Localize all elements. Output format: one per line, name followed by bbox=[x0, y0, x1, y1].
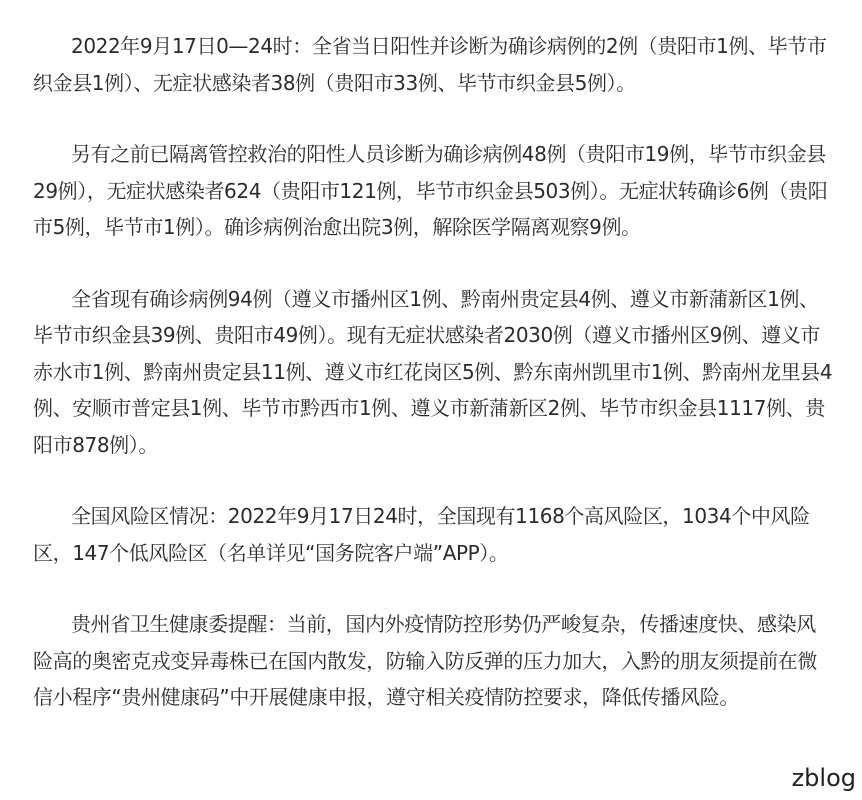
paragraph-health-reminder: 贵州省卫生健康委提醒：当前，国内外疫情防控形势仍严峻复杂，传播速度快、感染风险高的奥密克戎变异毒株已在国内散发，防输入防反弹的压力加大，入黔的朋友须提前在微信小程序“贵州健康码”中开展健康申报，遵守相关疫情防控要求，降低传播风险。 bbox=[33, 612, 817, 709]
paragraph-national-risk-areas: 全国风险区情况：2022年9月17日24时，全国现有1168个高风险区，1034个中风险区，147个低风险区（名单详见“国务院客户端”APP）。 bbox=[33, 504, 810, 565]
paragraph-daily-cases: 2022年9月17日0—24时：全省当日阳性并诊断为确诊病例的2例（贵阳市1例、毕节市织金县1例）、无症状感染者38例（贵阳市33例、毕节市织金县5例）。 bbox=[33, 34, 827, 95]
paragraph-isolated-diagnoses: 另有之前已隔离管控救治的阳性人员诊断为确诊病例48例（贵阳市19例，毕节市织金县29例），无症状感染者624（贵阳市121例，毕节市织金县503例）。无症状转确诊6例（贵阳市5例，毕节市1例）。确诊病例治愈出院3例，解除医学隔离观察9例。 bbox=[33, 142, 828, 239]
paragraph-current-cases: 全省现有确诊病例94例（遵义市播州区1例、黔南州贵定县4例、遵义市新蒲新区1例、毕节市织金县39例、贵阳市49例）。现有无症状感染者2030例（遵义市播州区9例、遵义市赤水市1例、黔南州贵定县11例、遵义市红花岗区5例、黔东南州凯里市1例、黔南州龙里县4例、安顺市普定县1例、毕节市黔西市1例、遵义市新蒲新区2例、毕节市织金县1117例、贵阳市878例）。 bbox=[33, 286, 833, 457]
article-body bbox=[33, 28, 833, 716]
watermark-text: zblog bbox=[791, 764, 856, 792]
